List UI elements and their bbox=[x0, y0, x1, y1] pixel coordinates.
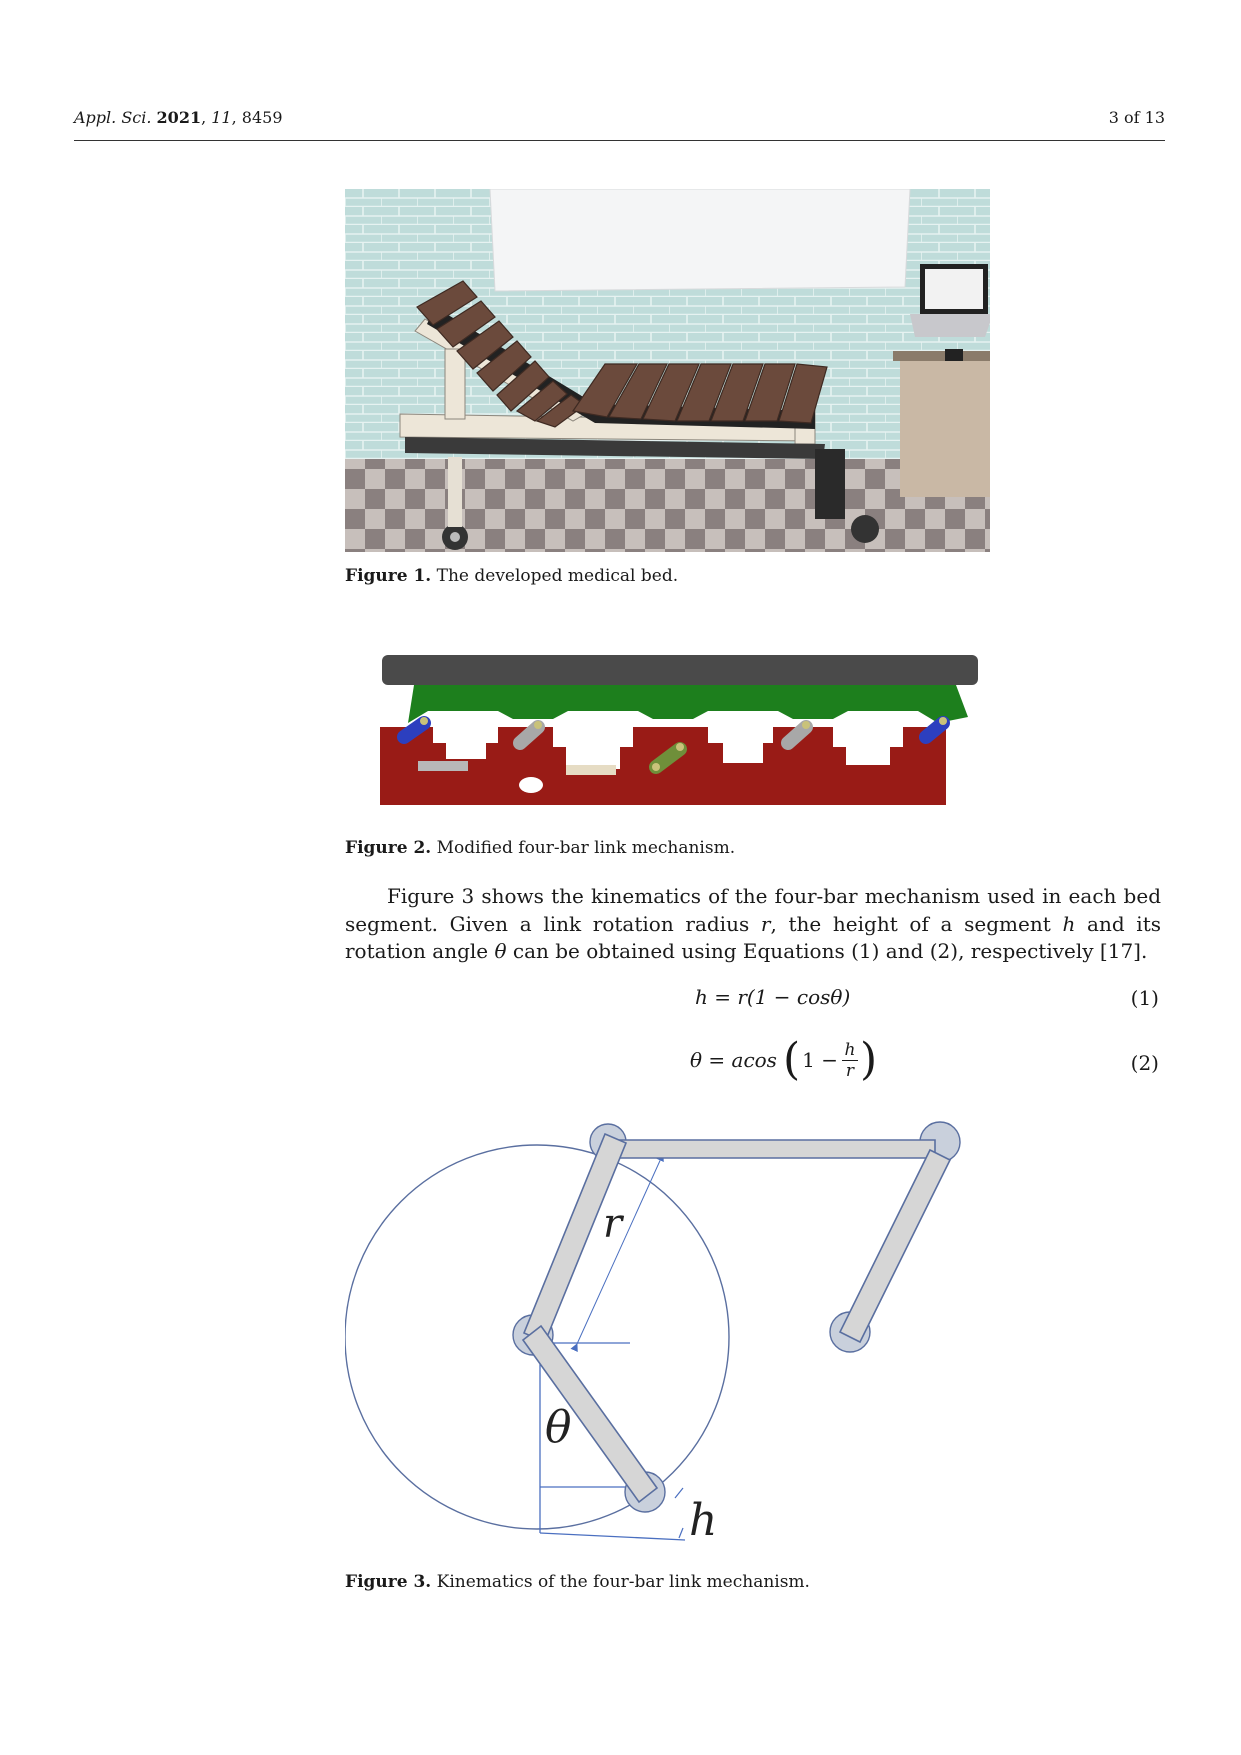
equation-2 bbox=[690, 1034, 878, 1085]
paragraph-part-1: Figure 3 shows the kinematics of the four-bar mechanism used in each bed segment. Given a link rotation radius bbox=[345, 884, 1161, 936]
label-r: r bbox=[603, 1201, 623, 1247]
var-h: h bbox=[1062, 911, 1076, 936]
figure-3-label: Figure 3. bbox=[345, 1572, 432, 1592]
figure-1-caption-text: The developed medical bed. bbox=[436, 566, 679, 586]
journal-name: Appl. Sci. bbox=[74, 108, 152, 127]
left-paren: ( bbox=[782, 1034, 801, 1085]
figure-2-caption-text: Modified four-bar link mechanism. bbox=[436, 838, 736, 858]
equation-1: h = r(1 − cosθ) bbox=[695, 985, 851, 1009]
article-number: 8459 bbox=[241, 108, 283, 127]
figure-2-label: Figure 2. bbox=[345, 838, 432, 858]
figure-1-caption bbox=[345, 566, 678, 586]
figure-3-caption bbox=[345, 1572, 810, 1592]
paragraph-part-3: and its rotation angle bbox=[345, 911, 1161, 963]
fraction-denominator: r bbox=[845, 1060, 855, 1081]
var-r: r bbox=[760, 911, 771, 936]
page-number: 3 of 13 bbox=[1108, 108, 1165, 127]
figure-3-diagram bbox=[345, 1110, 975, 1560]
equation-2-one-minus: 1 − bbox=[802, 1048, 838, 1072]
equation-2-lhs: θ = acos bbox=[690, 1048, 777, 1072]
equation-1-number: (1) bbox=[1130, 986, 1159, 1010]
year: 2021 bbox=[156, 108, 202, 127]
paragraph-part-2: , the height of a segment bbox=[770, 911, 1063, 936]
label-h: h bbox=[689, 1495, 718, 1546]
paragraph-text bbox=[345, 883, 1161, 966]
figure-3-caption-text: Kinematics of the four-bar link mechanism. bbox=[436, 1572, 810, 1592]
figure-1-photo bbox=[345, 189, 990, 552]
label-theta: θ bbox=[545, 1402, 572, 1453]
fraction-numerator: h bbox=[844, 1039, 856, 1060]
equation-2-number: (2) bbox=[1130, 1051, 1159, 1075]
right-paren: ) bbox=[859, 1034, 878, 1085]
running-header bbox=[74, 104, 1165, 141]
citation: Appl. Sci. 2021, 11, 8459 bbox=[74, 108, 283, 127]
figure-1-label: Figure 1. bbox=[345, 566, 432, 586]
volume: 11 bbox=[211, 108, 232, 127]
fraction bbox=[842, 1040, 858, 1081]
figure-2-caption bbox=[345, 838, 735, 858]
paragraph-part-4: can be obtained using Equations (1) and (2), respectively [17]. bbox=[506, 939, 1148, 963]
figure-2-diagram bbox=[378, 651, 983, 807]
body-paragraph bbox=[345, 883, 1161, 966]
var-theta: θ bbox=[494, 939, 507, 963]
